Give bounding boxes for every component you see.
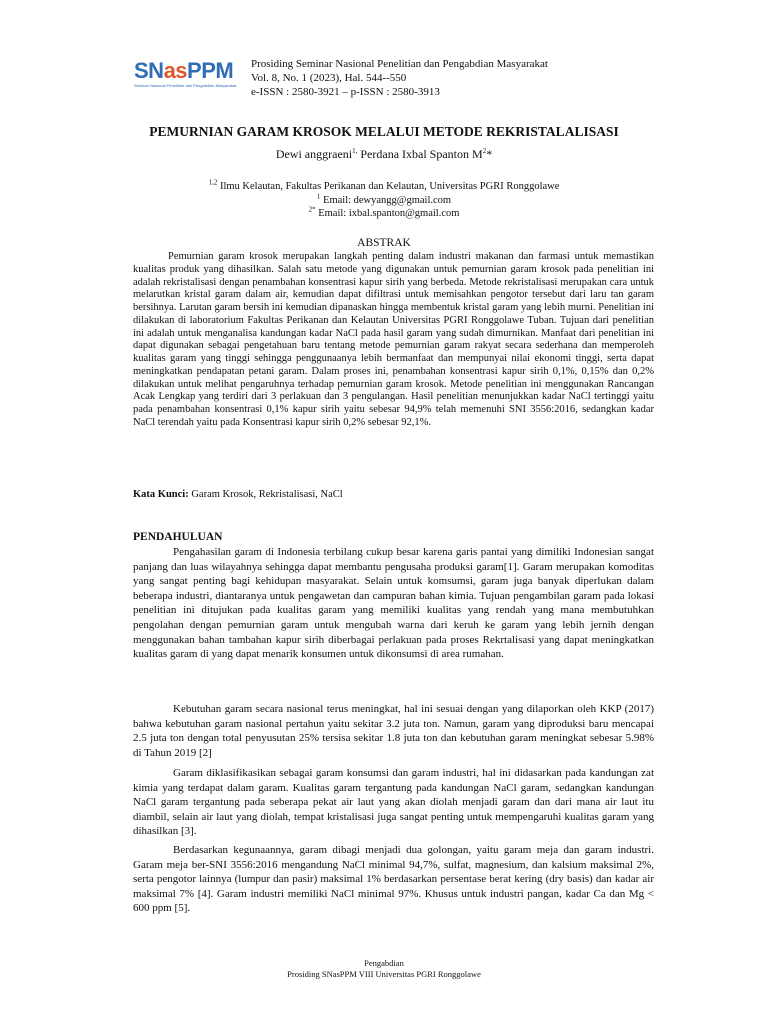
journal-issn: e-ISSN : 2580-3921 – p-ISSN : 2580-3913 [251,86,440,98]
email-2-line [0,207,768,221]
keywords [133,489,343,500]
keywords-label: Kata Kunci: [133,489,189,500]
journal-name: Prosiding Seminar Nasional Penelitian dan Pengabdian Masyarakat [251,58,548,70]
email-1: Email: dewyangg@gmail.com [320,194,452,206]
email-1-line [0,194,768,208]
logo-as: as [163,58,188,83]
logo-ppm: PPM [187,58,234,83]
affiliation-line [0,180,768,194]
abstract-heading: ABSTRAK [357,237,411,249]
author-1: Dewi anggraeni [275,147,353,161]
logo-sn: SN [134,58,164,83]
footer-line-2: Prosiding SNasPPM VIII Universitas PGRI Ronggolawe [287,969,481,979]
author-2: Perdana Ixbal Spanton M [357,147,483,161]
section-heading-intro: PENDAHULUAN [133,531,223,543]
author-line [0,147,768,162]
corresponding-mark: * [486,147,493,161]
snasppm-logo [134,60,242,94]
keywords-list: Garam Krosok, Rekristalisasi, NaCl [188,489,343,500]
intro-paragraph-3: Garam diklasifikasikan sebagai garam konsumsi dan garam industri, hal ini didasarkan pada kandungan zat kimia yang terdapat dalam garam. Kualitas garam tergantung pada kandungan NaCl garam, sedangkan kandungan NaCl garam tergantung pada seberapa pekat air laut yang akan diolah menjadi garam dan dari mana air laut itu diambil, selain air laut yang diolah, tempat kristalisasi juga sangat penting untuk mempengaruhi kualitas garam yang dihasilkan [3]. [133,767,654,838]
intro-paragraph-1: Pengahasilan garam di Indonesia terbilang cukup besar karena garis pantai yang dimiliki Indonesian sangat panjang dan luas wilayahnya sehingga dapat membantu pengusaha produksi garam[1]. Garam merupakan komoditas yang sangat penting bagi kehidupan masyarakat. Selain untuk komsumsi, garam juga banyak diperlukan dalam beberapa industri, diantaranya untuk pengawetan dan campuran bahan kimia. Tujuan pengambilan garam pada lokasi penelitian ini ditujukan pada kualitas garam yang memiliki kualitas yang rendah yang mana membutuhkan pengolahan dengan pemurnian garam untuk mengubah warna dari keruh ke garam yang lebih jernih dengan menggunakan bahan tambahan kapur sirih diberbagai perlakuan pada proses Rekrtalisasi yang dapat meningkatkan kualitas garam di yang dapat menarik konsumen untuk dikonsumsi di area rumahan. [133,546,654,661]
email-2-mark: 2* [308,205,316,214]
affiliations [0,180,768,221]
logo-wordmark [134,60,242,82]
affiliation-text: Ilmu Kelautan, Fakultas Perikanan dan Kelautan, Universitas PGRI Ronggolawe [217,181,560,192]
author-2-mark: 2 [482,147,487,155]
logo-tagline: Seminar Nasional Penelitian dan Pengabdian Masyarakat [134,83,237,88]
email-2: Email: ixbal.spanton@gmail.com [315,208,460,219]
email-1-mark: 1 [316,192,321,200]
journal-header [251,57,548,99]
intro-paragraph-4: Berdasarkan kegunaannya, garam dibagi menjadi dua golongan, yaitu garam meja dan garam industri. Garam meja ber-SNI 3556:2016 mengandung NaCl minimal 94,7%, sulfat, magnesium, dan kalsium maksimal 2%, serta pengotor lainnya (lumpur dan pasir) maksimal 1% berdasarkan persentase berat kering (dry basis) dan kadar air maksimal 7% [4]. Garam industri memiliki NaCl minimal 97%. Khusus untuk industri pangan, kadar Ca dan Mg < 600 ppm [5]. [133,844,654,915]
page-footer [0,958,768,980]
journal-volume: Vol. 8, No. 1 (2023), Hal. 544--550 [251,72,407,84]
footer-line-1: Pengabdian [364,958,404,968]
paper-title: PEMURNIAN GARAM KROSOK MELALUI METODE REKRISTALALISASI [149,124,619,139]
abstract-text: Pemurnian garam krosok merupakan langkah penting dalam industri makanan dan farmasi untuk memastikan kualitas produk yang dihasilkan. Salah satu metode yang digunakan untuk pemurnian garam krosok pada penelitian ini adalah rekristalisasi dengan penambahan konsentrasi kapur sirih yang berbeda. Metode rekristalisasi merupakan cara untuk melarutkan kristal garam dalam air, kemudian dapat difiltrasi untuk memisahkan pengotor tersebut dari laru tan garam bersihnya. Larutan garam bersih ini kemudian dipanaskan hingga membentuk kristal garam yang lebih murni. Penelitian ini dilakukan di laboratorium Fakultas Perikanan dan Kelautan Universitas PGRI Ronggolawe Tuban. Tujuan dari penelitian ini adalah untuk menganalisa kandungan kadar NaCl pada hasil garam yang sudah dimurnikan. Manfaat dari penelitian ini dapat digunakan sebagai pengetahuan baru tentang metode pemurnian garam rakyat secara sederhana dan memperoleh kualitas garam yang tinggi sehingga penggunaanya lebih bermanfaat dan mempunyai nilai ekonomi tinggi, serta dapat meningkatkan pendapatan petani garam. Dalam proses ini, penambahan konsentrasi kapur sirih 0,1%, 0,15% dan 0,2% dilakukan untuk melihat pengaruhnya terhadap pemurnian garam krosok. Metode penelitian ini menggunakan Rancangan Acak Lengkap yang terdiri dari 3 perlakuan dan 3 pengulangan. Hasil penelitian menunjukkan kadar NaCl tertinggi yaitu pada penambahan konsentrasi 0,1% kapur sirih yaitu sebesar 94,9% telah memenuhi SNI 3556:2016, sedangkan kadar NaCl terendah yaitu pada Konsentrasi kapur sirih 0,2% sebesar 92,1%. [133,251,654,428]
affiliation-mark: 1,2 [208,178,218,187]
author-1-mark: 1, [352,147,358,155]
intro-paragraph-2: Kebutuhan garam secara nasional terus meningkat, hal ini sesuai dengan yang dilaporkan oleh KKP (2017) bahwa kebutuhan garam nasional pertahun yaitu sekitar 3.2 juta ton. Namun, garam yang diproduksi baru mencapai 2.5 juta ton dengan total penyusutan 25% tersisa sekitar 1.8 juta ton dan kebutuhan garam meningkat sebesar 5.98% di Tahun 2019 [2] [133,703,654,759]
